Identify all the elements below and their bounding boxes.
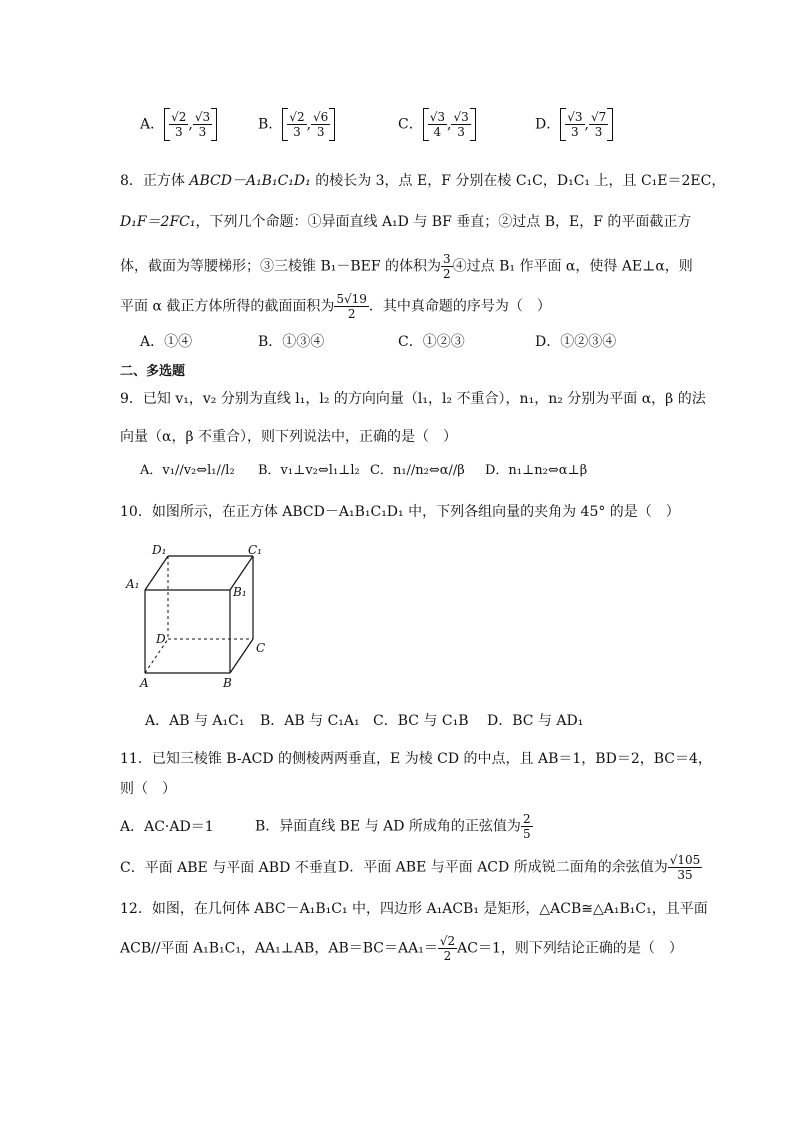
q12-text: AC＝1，则下列结论正确的是（ ） — [457, 940, 683, 957]
q12-line-1: 12．如图，在几何体 ABC－A₁B₁C₁ 中，四边形 A₁ACB₁ 是矩形，△ACB≅△A₁B₁C₁，且平面 — [120, 901, 708, 917]
q8-prop-1-marker: ① — [307, 214, 322, 230]
label-D: D — [156, 632, 166, 646]
q8-option-c[interactable]: C．①②③ — [398, 334, 465, 350]
label-A: A — [140, 676, 149, 690]
q8-area-fraction: $\frac{5√19}{2}$ — [336, 292, 367, 321]
q10-option-c[interactable]: C．BC 与 C₁B — [373, 713, 469, 729]
q8-condition: D₁F＝2FC₁ — [120, 214, 196, 230]
q8-option-d[interactable]: D．①②③④ — [535, 334, 617, 350]
q10-line-1: 10．如图所示，在正方体 ABCD－A₁B₁C₁D₁ 中，下列各组向量的夹角为 45° 的是（ ） — [120, 504, 680, 520]
q7-option-d[interactable] — [535, 108, 613, 141]
q8-line-4 — [120, 292, 551, 321]
q8-text: 的棱长为 3，点 E，F 分别在棱 C₁C，D₁C₁ 上，且 C₁E＝2EC， — [310, 173, 726, 189]
q12-line-2 — [120, 934, 683, 963]
q8-prop-2-marker: ② — [498, 214, 513, 230]
q7-option-b-label: B． — [258, 116, 283, 133]
q7-option-a-interval: $\frac{√2}{3}$ , $\frac{√3}{3}$ — [164, 108, 217, 141]
cube-figure — [120, 540, 280, 690]
q8-text: 8．正方体 — [120, 173, 190, 189]
q8-text: 体，截面为等腰梯形； — [120, 258, 260, 275]
q8-line-2 — [120, 213, 691, 231]
section-heading-multi-choice: 二、多选题 — [120, 364, 186, 379]
q8-prop-3-marker: ③ — [260, 258, 274, 275]
q9-option-c[interactable]: C．n₁//n₂⇔α//β — [370, 463, 465, 478]
q7-option-a-label: A． — [140, 116, 165, 133]
q7-option-d-interval: $\frac{√3}{3}$ , $\frac{√7}{3}$ — [560, 108, 613, 141]
q11-option-d-fraction: $\frac{√105}{35}$ — [669, 853, 701, 882]
q11-option-b-text: B．异面直线 BE 与 AD 所成角的正弦值为 — [255, 818, 521, 835]
q9-option-b[interactable]: B．v₁⊥v₂⇔l₁⊥l₂ — [258, 463, 360, 478]
q8-option-a[interactable]: A．①④ — [140, 334, 193, 350]
q8-text: ．其中真命题的序号为（ ） — [368, 298, 551, 315]
q9-line-1: 9．已知 v₁，v₂ 分别为直线 l₁，l₂ 的方向向量（l₁，l₂ 不重合），n₁，n₂ 分别为平面 α，β 的法 — [120, 391, 706, 407]
q8-text: ，下列几个命题： — [195, 214, 308, 230]
q11-option-c[interactable]: C．平面 ABE 与平面 ABD 不垂直 — [120, 860, 337, 876]
label-B: B — [223, 676, 232, 690]
label-C1: C₁ — [248, 543, 262, 557]
q8-prop-1: 异面直线 A₁D 与 BF 垂直； — [321, 214, 499, 230]
q7-option-b[interactable] — [258, 108, 335, 141]
edge-A1D1 — [145, 556, 168, 590]
q8-line-1 — [120, 172, 725, 190]
q9-option-a[interactable]: A．v₁//v₂⇔l₁//l₂ — [140, 463, 235, 478]
q12-fraction: $\frac{√2}{2}$ — [439, 934, 456, 963]
q9-option-d[interactable]: D．n₁⊥n₂⇔α⊥β — [485, 463, 588, 478]
q11-line-2: 则（ ） — [120, 781, 176, 797]
q10-option-a[interactable]: A．AB 与 A₁C₁ — [145, 713, 245, 729]
edge-BC — [230, 639, 253, 673]
q11-option-b[interactable] — [255, 812, 533, 841]
q7-option-c-interval: $\frac{√3}{4}$ , $\frac{√3}{3}$ — [423, 108, 476, 141]
q7-option-d-label: D． — [535, 116, 561, 133]
q7-option-b-interval: $\frac{√2}{3}$ , $\frac{√6}{3}$ — [282, 108, 335, 141]
q11-option-a[interactable]: A．AC·AD＝1 — [120, 819, 214, 835]
label-A1: A₁ — [126, 577, 140, 591]
q8-prop-2: 过点 B，E，F 的平面截正方 — [512, 214, 692, 230]
q11-option-b-fraction: $\frac{2}{5}$ — [522, 812, 531, 841]
q9-line-2: 向量（α，β 不重合），则下列说法中，正确的是（ ） — [120, 429, 457, 445]
q8-prop-4: 过点 B₁ 作平面 α，使得 AE⊥α，则 — [466, 258, 693, 275]
label-D1: D₁ — [152, 543, 167, 557]
q8-cube-name: ABCD－A₁B₁C₁D₁ — [189, 173, 311, 189]
q12-text: ACB//平面 A₁B₁C₁，AA₁⊥AB，AB＝BC＝AA₁＝ — [120, 940, 438, 957]
q8-prop-4-marker: ④ — [452, 258, 467, 275]
q8-text: 平面 α 截正方体所得的截面面积为 — [120, 298, 335, 315]
q11-option-d-text: D．平面 ABE 与平面 ACD 所成锐二面角的余弦值为 — [338, 859, 668, 876]
q11-line-1: 11．已知三棱锥 B-ACD 的侧棱两两垂直，E 为棱 CD 的中点，且 AB＝1，BD＝2，BC＝4， — [120, 751, 712, 767]
q7-option-c-label: C． — [398, 116, 423, 133]
q10-option-d[interactable]: D．BC 与 AD₁ — [487, 713, 584, 729]
q10-option-b[interactable]: B．AB 与 C₁A₁ — [260, 713, 360, 729]
q7-option-a[interactable] — [140, 108, 217, 141]
q8-line-3 — [120, 252, 693, 281]
q8-volume-fraction: $\frac{3}{2}$ — [443, 252, 451, 281]
q8-prop-3: 三棱锥 B₁－BEF 的体积为 — [274, 258, 442, 275]
q8-option-b[interactable]: B．①③④ — [258, 334, 325, 350]
label-B1: B₁ — [233, 585, 247, 599]
q11-option-d[interactable] — [338, 853, 702, 882]
label-C: C — [256, 641, 266, 655]
q7-option-c[interactable] — [398, 108, 476, 141]
